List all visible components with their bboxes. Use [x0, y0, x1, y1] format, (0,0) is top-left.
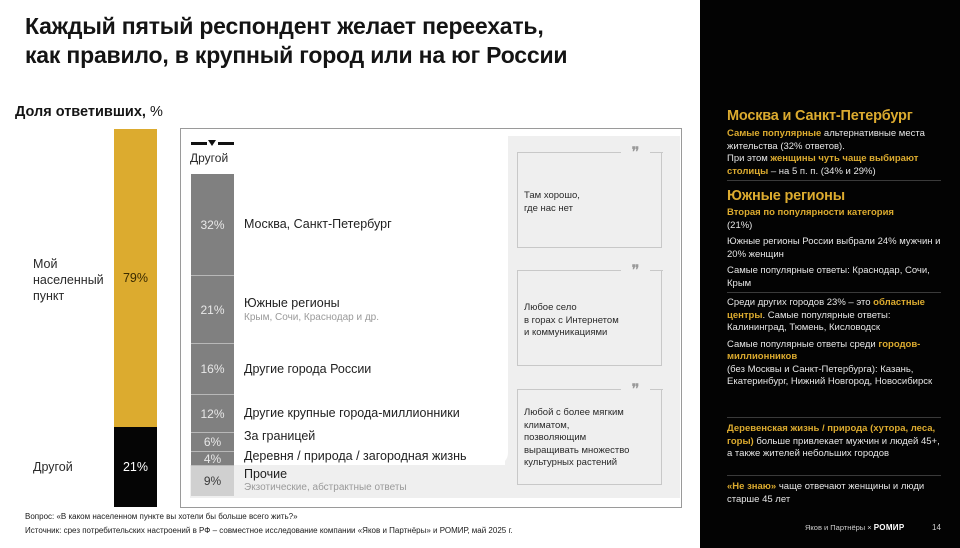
- quote-line: в горах с Интернетом: [524, 314, 619, 326]
- label-line: пункт: [33, 289, 65, 303]
- text: Южные регионы России выбрали 24% мужчин и 20% женщин: [727, 236, 941, 260]
- quote-line: выращивать множество: [524, 444, 630, 456]
- segment-misc: 9%: [191, 466, 234, 496]
- footnote-question: Вопрос: «В каком населенном пункте вы хотели бы больше всего жить?»: [25, 512, 298, 521]
- quote-line: климатом,: [524, 419, 570, 431]
- segment-msk-spb: 32%: [191, 174, 234, 276]
- text: Среди других городов 23% – это: [727, 297, 874, 308]
- divider: [727, 417, 941, 418]
- quote-line: где нас нет: [524, 202, 573, 214]
- quote-box: [517, 144, 662, 248]
- insight-msk: [727, 107, 941, 178]
- divider: [727, 180, 941, 181]
- quote-line: Любое село: [524, 302, 577, 313]
- highlight: Вторая по популярности категория: [727, 207, 894, 218]
- segment-millionaires: 12%: [191, 395, 234, 433]
- text: При этом: [727, 153, 771, 164]
- segment-village: 4%: [191, 452, 234, 466]
- segment-other-cities: 16%: [191, 344, 234, 395]
- row-sub-south: Крым, Сочи, Краснодар и др.: [244, 312, 380, 323]
- brand-footer: [805, 523, 904, 532]
- bracket-marker-icon: [191, 140, 234, 147]
- row-label-abroad: За границей: [244, 429, 316, 443]
- label-line: Мой: [33, 257, 58, 271]
- page-number: 14: [932, 523, 941, 532]
- main-category-other: Другой: [33, 460, 73, 474]
- insights-panel: [700, 0, 960, 548]
- brand-romir-logo: РОМИР: [873, 523, 905, 532]
- title-line-1: Каждый пятый респондент желает переехать,: [25, 13, 544, 39]
- row-label-misc: Прочие: [244, 467, 288, 481]
- quote-box: [517, 381, 662, 485]
- main-stacked-bar: [114, 129, 157, 507]
- segment-abroad: 6%: [191, 433, 234, 452]
- footnote-source: Источник: срез потребительских настроений в РФ – совместное исследование компании «Яков и Партнёры» и РОМИР, май 2025 г.: [25, 526, 513, 535]
- quote-icon: ❜❜: [631, 262, 639, 277]
- breakdown-header: Другой: [190, 151, 229, 165]
- row-label-millionaires: Другие крупные города-миллионники: [244, 406, 460, 420]
- insight-south: [727, 187, 941, 290]
- insight-village: [727, 423, 941, 461]
- divider: [727, 292, 941, 293]
- segment-south: 21%: [191, 276, 234, 344]
- row-label-other-cities: Другие города России: [244, 362, 372, 376]
- text: (21%): [727, 219, 753, 231]
- text: – на 5 п. п. (34% и 29%): [768, 165, 876, 177]
- brand-separator: ×: [867, 523, 872, 532]
- highlight: областные центры: [727, 297, 925, 321]
- highlight: женщины чуть чаще выбирают столицы: [727, 153, 919, 177]
- quote-line: культурных растений: [524, 457, 618, 468]
- row-label-south: Южные регионы: [244, 296, 340, 310]
- quote-icon: ❜❜: [631, 381, 639, 396]
- chart-subtitle: [15, 104, 163, 120]
- label-line: населенный: [33, 273, 104, 287]
- quote-icon: ❜❜: [631, 144, 639, 159]
- highlight: «Не знаю»: [727, 481, 777, 492]
- text: альтернативные места жительства (32% ответов).: [727, 128, 925, 152]
- slide-title: [25, 12, 685, 70]
- quote-line: Там хорошо,: [524, 190, 580, 201]
- quote-line: позволяющим: [524, 432, 587, 443]
- brand-yakov: Яков и Партнёры: [805, 523, 866, 532]
- title-line-2: как правило, в крупный город или на юг России: [25, 42, 568, 68]
- highlight: городов-миллионников: [727, 338, 921, 362]
- insight-dont-know: [727, 481, 941, 506]
- quote-line: Любой с более мягким: [524, 407, 624, 418]
- row-label-village: Деревня / природа / загородная жизнь: [244, 449, 467, 463]
- divider: [727, 475, 941, 476]
- highlight: Самые популярные: [727, 128, 822, 139]
- row-sub-misc: Экзотические, абстрактные ответы: [244, 482, 407, 493]
- highlight: Деревенская жизнь / природа (хутора, леса, горы): [727, 423, 936, 447]
- bar-segment-other: 21%: [114, 427, 157, 507]
- text: Самые популярные ответы среди: [727, 338, 879, 350]
- text: (без Москвы и Санкт-Петербурга): Казань, Екатеринбург, Нижний Новгород, Новосибирск: [727, 363, 933, 387]
- subtitle-unit: %: [149, 104, 163, 120]
- insight-heading: Южные регионы: [727, 188, 845, 204]
- text: больше привлекает мужчин и людей 45+, а также жителей небольших городов: [727, 435, 940, 459]
- text: . Самые популярные ответы: Калининград, Тюмень, Кисловодск: [727, 309, 891, 333]
- quote-box: [517, 262, 662, 366]
- quote-line: и коммуникациями: [524, 327, 608, 338]
- text: чаще отвечают женщины и люди старше 45 лет: [727, 481, 925, 505]
- main-category-my-place: [33, 256, 104, 304]
- insight-heading: Москва и Санкт-Петербург: [727, 108, 913, 124]
- row-label-msk-spb: Москва, Санкт-Петербург: [244, 217, 392, 231]
- subtitle-text: Доля ответивших,: [15, 104, 146, 120]
- insight-cities: [727, 297, 941, 389]
- text: Самые популярные ответы: Краснодар, Сочи, Крым: [727, 265, 930, 289]
- bar-segment-my-place: 79%: [114, 129, 157, 427]
